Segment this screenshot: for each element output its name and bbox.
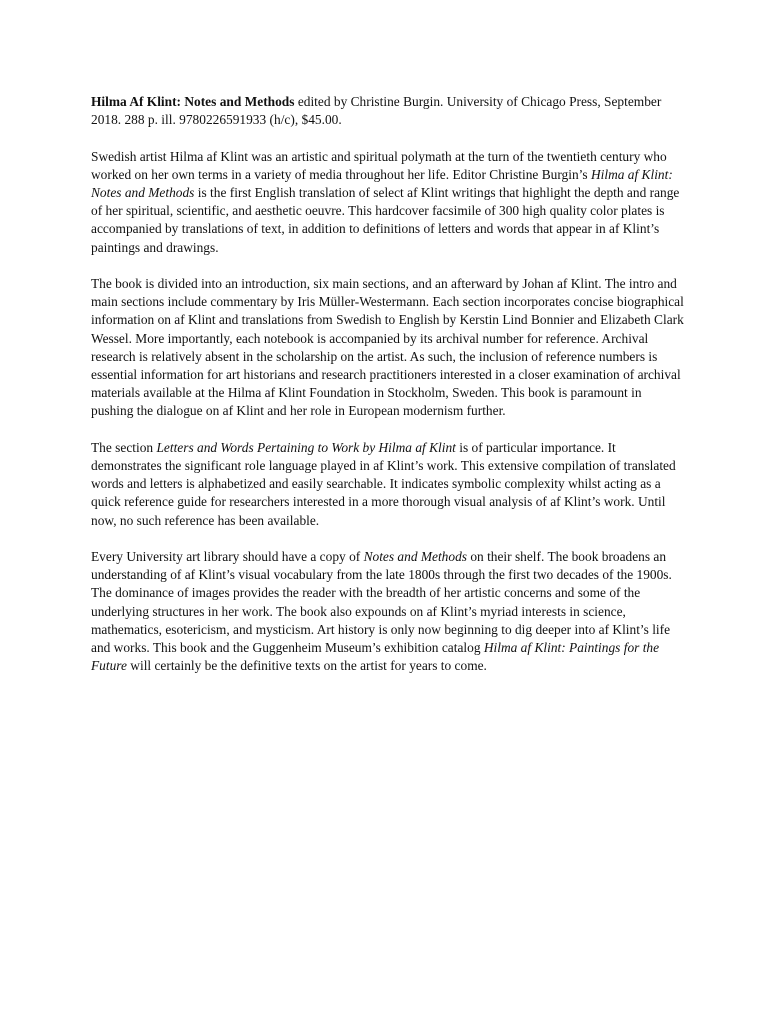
section-text-a: The section — [91, 439, 157, 455]
recommendation-title-1: Notes and Methods — [363, 549, 467, 565]
intro-book-title: Hilma af Klint: Notes and Methods — [91, 166, 673, 200]
citation-details: edited by Christine Burgin. University of Chicago Press, September 2018. 288 p. ill. 9780226591933 (h/c), $45.00. — [91, 94, 662, 128]
recommendation-text-b: on their shelf. The book broadens an understanding of af Klint’s visual vocabulary from the late 1800s through the first two decades of the 1900s. The dominance of images provides the reader with the breadth of her artistic concerns and some of the underlying structures in her work. The book also expounds on af Klint’s myriad interests in science, mathematics, esotericism, and mysticism. Art history is only now beginning to dig deeper into af Klint’s life and works. This book and the Guggenheim Museum’s exhibition catalog — [91, 549, 672, 656]
section-title: Letters and Words Pertaining to Work by Hilma af Klint — [156, 439, 456, 455]
recommendation-paragraph — [91, 548, 684, 675]
recommendation-text-c: will certainly be the definitive texts on the artist for years to come. — [126, 658, 487, 674]
intro-text-b: is the first English translation of select af Klint writings that highlight the depth and range of her spiritual, scientific, and aesthetic oeuvre. This hardcover facsimile of 300 high quality color plates is accompanied by translations of text, in addition to definitions of letters and words that appear in af Klint’s paintings and drawings. — [91, 185, 680, 255]
recommendation-title-2: Hilma af Klint: Paintings for the Future — [91, 640, 660, 674]
book-title: Hilma Af Klint: Notes and Methods — [91, 94, 295, 109]
section-text-b: is of particular importance. It demonstrates the significant role language played in af Klint’s work. This extensive compilation of translated words and letters is alphabetized and easily searchable. It indicates symbolic complexity whilst acting as a quick reference guide for researchers interested in a more thorough visual analysis of af Klint’s work. Until now, no such reference has been available. — [91, 439, 676, 528]
intro-text-a: Swedish artist Hilma af Klint was an artistic and spiritual polymath at the turn of the twentieth century who worked on her own terms in a variety of media throughout her life. Editor Christine Burgin’s — [91, 148, 667, 182]
intro-paragraph — [91, 148, 684, 257]
citation-paragraph — [91, 93, 684, 129]
structure-paragraph — [91, 275, 684, 421]
review-document — [91, 93, 684, 675]
recommendation-text-a: Every University art library should have a copy of — [91, 549, 364, 565]
structure-text: The book is divided into an introduction, six main sections, and an afterward by Johan af Klint. The intro and main sections include commentary by Iris Müller-Westermann. Each section incorporates concise biographical information on af Klint and translations from Swedish to English by Kerstin Lind Bonnier and Elizabeth Clark Wessel. More importantly, each notebook is accompanied by its archival number for reference. Archival research is relatively absent in the scholarship on the artist. As such, the inclusion of reference numbers is essential information for art historians and research practitioners interested in a closer examination of archival materials available at the Hilma af Klint Foundation in Stockholm, Sweden. This book is paramount in pushing the dialogue on af Klint and her role in European modernism further. — [91, 276, 684, 419]
section-paragraph — [91, 439, 684, 530]
